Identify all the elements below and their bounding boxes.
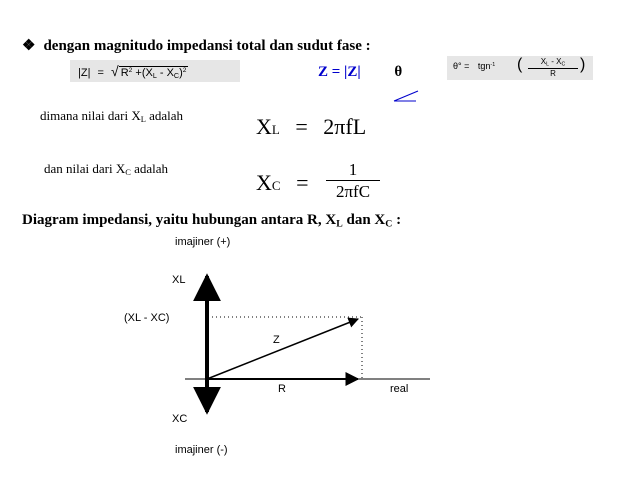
diagram-title-post: : <box>392 212 402 228</box>
label-imajiner-plus: imajiner (+) <box>175 236 231 248</box>
z-arrow <box>207 319 358 379</box>
diagram-title-pre: Diagram impedansi, yaitu hubungan antara R, X <box>22 212 337 228</box>
sqrt-icon: √ <box>111 63 119 79</box>
xl-label-sub: L <box>140 114 146 125</box>
phase-num: X <box>540 57 547 66</box>
xc-lhs: X <box>256 170 272 195</box>
label-xc: XC <box>172 413 188 425</box>
xc-label-pre: dan nilai dari X <box>44 161 126 176</box>
xc-num: 1 <box>326 160 380 181</box>
phase-fn: tgn <box>477 61 491 71</box>
xc-den: 2πfC <box>335 182 371 201</box>
phase-paren-open: ( <box>517 56 523 73</box>
xc-eq: = <box>296 170 309 195</box>
label-r: R <box>278 383 286 395</box>
heading-text: dengan magnitudo impedansi total dan sudut fase : <box>43 38 371 54</box>
mag-open: (X <box>141 67 153 79</box>
diagram-title-mid: dan X <box>342 212 386 228</box>
phase-lhs: θ° <box>453 61 462 71</box>
label-z: Z <box>273 334 280 346</box>
xc-label-sub: C <box>125 167 131 178</box>
xl-lhs-sub: L <box>271 122 280 137</box>
diagram-title-sub1: L <box>336 218 343 230</box>
phase-paren-close: ) <box>580 56 586 73</box>
diagram-title-sub2: C <box>385 218 393 230</box>
mag-eq: = <box>97 67 104 79</box>
polar-theta: θ <box>394 64 403 80</box>
mag-sq2: 2 <box>182 67 187 75</box>
mag-minus: - X <box>159 67 174 79</box>
xl-lhs: X <box>256 114 272 139</box>
xl-label-post: adalah <box>145 108 184 123</box>
phase-num-c: C <box>561 61 566 68</box>
mag-xl-sub: L <box>152 71 157 80</box>
phase-eq: = <box>464 61 470 71</box>
xl-eq: = <box>295 114 308 139</box>
phase-num-l: L <box>546 61 550 68</box>
xl-rhs: 2πfL <box>323 114 367 139</box>
label-real: real <box>390 383 409 395</box>
label-imajiner-minus: imajiner (-) <box>175 444 228 456</box>
phase-den: R <box>550 69 556 79</box>
phase-num-minus: - X <box>549 57 562 66</box>
phase-inv: -1 <box>490 61 496 68</box>
mag-xc-sub: C <box>173 71 180 80</box>
xc-label-post: adalah <box>130 161 169 176</box>
mag-r: R <box>120 67 129 79</box>
xl-label-pre: dimana nilai dari X <box>40 108 141 123</box>
bullet-icon: ❖ <box>22 38 36 54</box>
mag-lhs: |Z| <box>78 67 91 79</box>
xc-lhs-sub: C <box>271 178 281 193</box>
mag-plus: + <box>135 67 142 79</box>
label-xl-minus-xc: (XL - XC) <box>124 312 170 324</box>
polar-text: Z = |Z| <box>318 64 361 80</box>
mag-close: ) <box>179 67 183 79</box>
label-xl: XL <box>172 274 186 286</box>
mag-sq: 2 <box>128 67 133 75</box>
